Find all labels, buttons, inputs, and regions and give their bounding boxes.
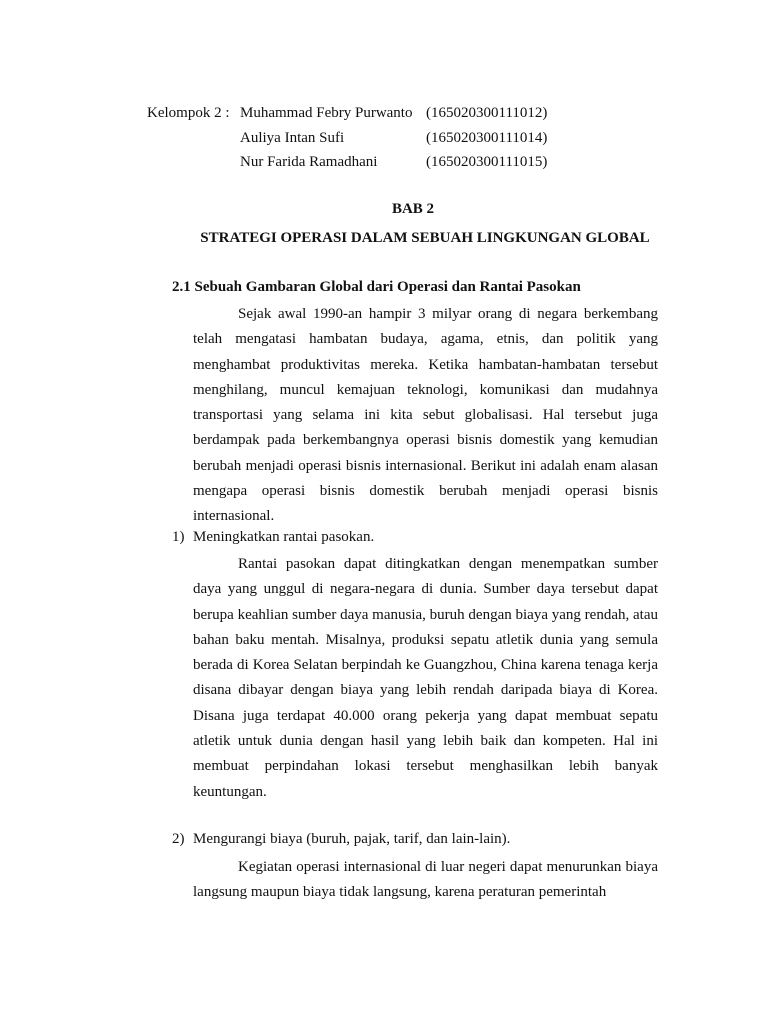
list-title: Mengurangi biaya (buruh, pajak, tarif, dan lain-lain).	[193, 831, 511, 847]
group-label: Kelompok 2 :	[147, 105, 230, 121]
member-name: Nur Farida Ramadhani	[240, 154, 378, 170]
member-row	[147, 101, 547, 126]
member-row	[147, 150, 547, 175]
list-item-paragraph	[193, 855, 658, 906]
group-members	[147, 101, 547, 175]
member-id: (165020300111012)	[426, 105, 548, 121]
list-number: 1)	[172, 529, 185, 545]
section-heading: 2.1 Sebuah Gambaran Global dari Operasi dan Rantai Pasokan	[172, 279, 581, 295]
member-row	[147, 126, 547, 151]
list-item	[172, 529, 374, 546]
list-item-paragraph	[193, 552, 658, 805]
list-title: Meningkatkan rantai pasokan.	[193, 529, 375, 545]
list-body: Rantai pasokan dapat ditingkatkan dengan menempatkan sumber daya yang unggul di negara-negara di dunia. Sumber daya tersebut dapat berupa keahlian sumber daya manusia, buruh dengan biaya yang rendah, atau bahan baku mentah. Misalnya, produksi sepatu atletik dunia yang semula berada di Korea Selatan berpindah ke Guangzhou, China karena tenaga kerja disana dibayar dengan biaya yang lebih rendah daripada biaya di Korea. Disana juga terdapat 40.000 orang pekerja yang dapat membuat sepatu atletik untuk dunia dengan hasil yang lebih baik dan kompeten. Hal ini membuat perpindahan lokasi tersebut menghasilkan lebih banyak keuntungan.	[193, 556, 658, 800]
member-id: (165020300111014)	[426, 129, 548, 146]
list-number: 2)	[172, 831, 185, 847]
member-id: (165020300111015)	[426, 154, 548, 170]
list-item	[172, 831, 510, 848]
chapter-title: STRATEGI OPERASI DALAM SEBUAH LINGKUNGAN GLOBAL	[200, 230, 650, 246]
intro-text: Sejak awal 1990-an hampir 3 milyar orang di negara berkembang telah mengatasi hambatan budaya, agama, etnis, dan politik yang menghambat produktivitas mereka. Ketika hambatan-hambatan tersebut menghilang, muncul kemajuan teknologi, komunikasi dan mudahnya transportasi yang selama ini kita sebut globalisasi. Hal tersebut juga berdampak pada berkembangnya operasi bisnis domestik yang kemudian berubah menjadi operasi bisnis internasional. Berikut ini adalah enam alasan mengapa operasi bisnis domestik berubah menjadi operasi bisnis internasional.	[193, 306, 658, 525]
chapter-number: BAB 2	[391, 201, 435, 217]
list-body: Kegiatan operasi internasional di luar negeri dapat menurunkan biaya langsung maupun biaya tidak langsung, karena peraturan pemerintah	[193, 859, 658, 901]
intro-paragraph	[193, 302, 658, 530]
member-name: Muhammad Febry Purwanto	[240, 105, 413, 121]
member-name: Auliya Intan Sufi	[240, 129, 345, 146]
